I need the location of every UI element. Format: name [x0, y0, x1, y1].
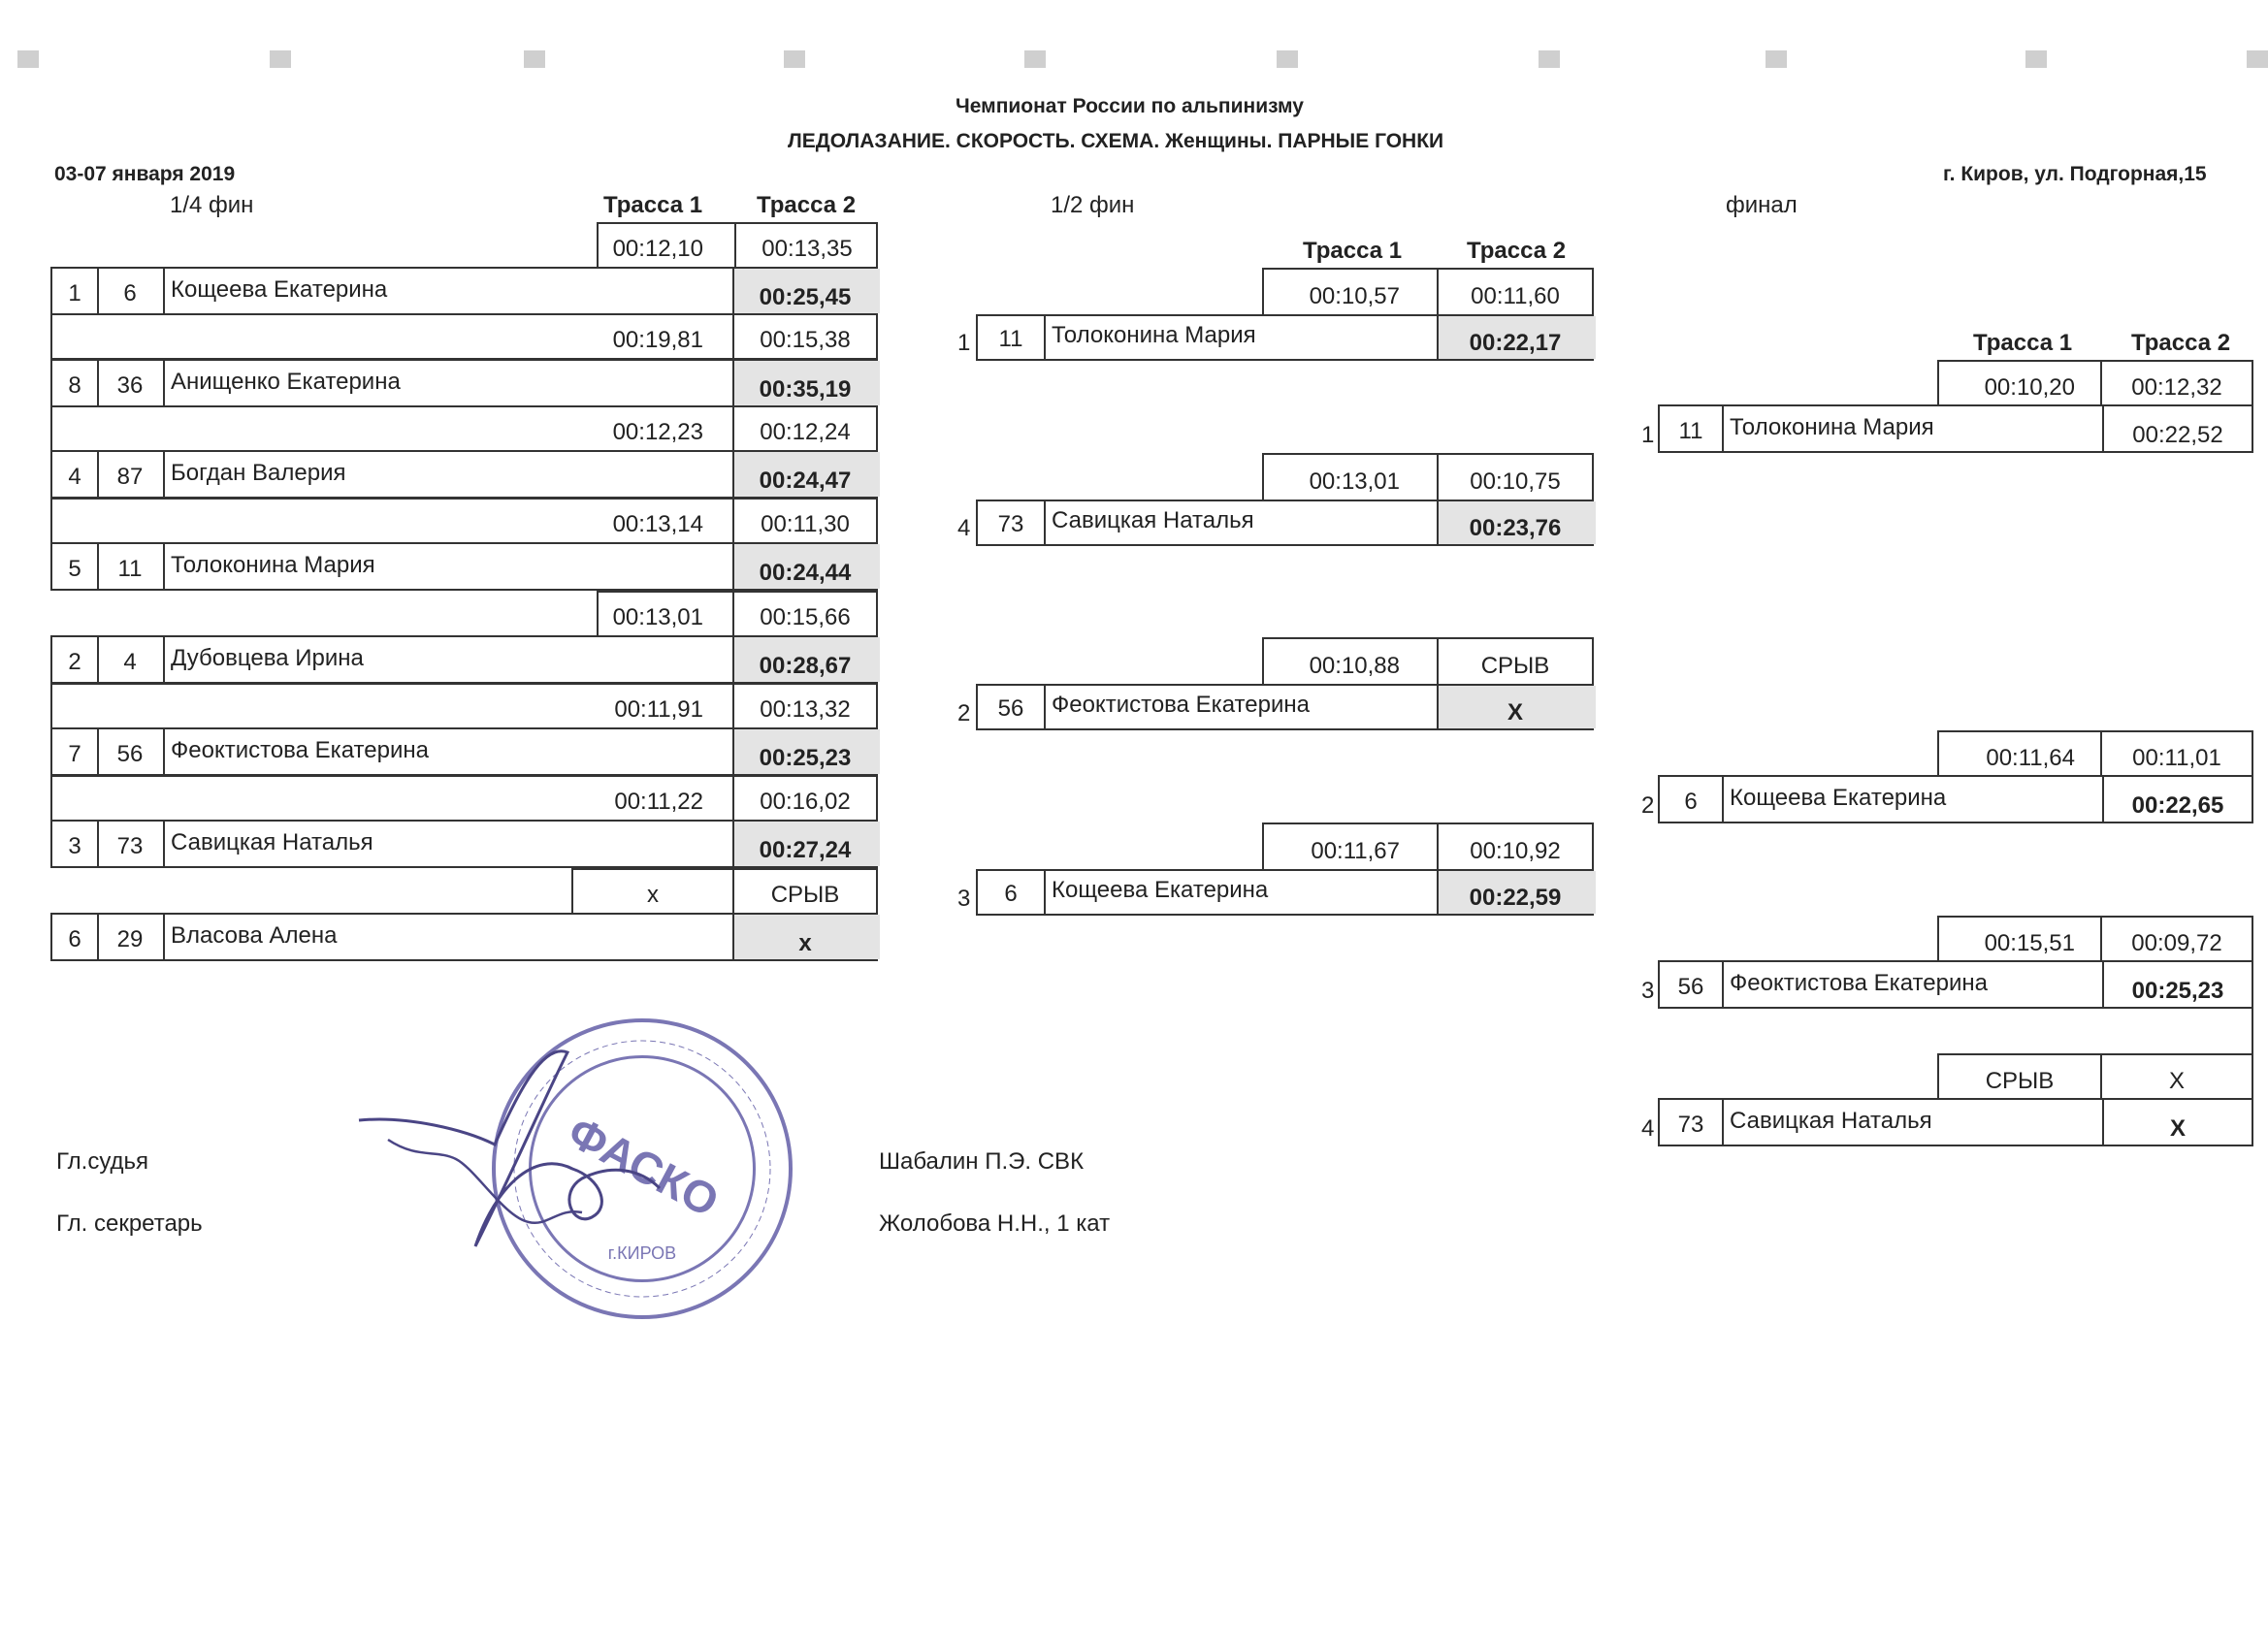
quarter-time-box: [50, 405, 878, 452]
semi-athlete-row: [976, 684, 1594, 730]
final-place: 1: [1641, 422, 1655, 448]
final-athlete-row: [1658, 1098, 2253, 1146]
final-place: 4: [1641, 1115, 1655, 1142]
semi-label: 1/2 фин: [1051, 192, 1135, 218]
divider: [163, 544, 165, 589]
total-time: 00:28,67: [759, 653, 852, 679]
bib-number: 6: [1684, 789, 1698, 815]
bib-number: 87: [116, 464, 144, 490]
track1-time: 00:13,01: [1309, 468, 1400, 495]
divider: [1044, 686, 1046, 728]
semi-place: 2: [957, 700, 971, 726]
track1-time: 00:11,91: [614, 696, 703, 723]
track1-time: 00:11,64: [1986, 745, 2075, 771]
track1-time: 00:12,10: [612, 236, 703, 262]
total-time: X: [2169, 1115, 2186, 1142]
doc-location: г. Киров, ул. Подгорная,15: [1943, 163, 2207, 185]
semi-athlete-row: [976, 314, 1594, 361]
athlete-name: Кощеева Екатерина: [171, 276, 388, 303]
athlete-name: Власова Алена: [171, 922, 338, 949]
divider: [1722, 777, 1724, 822]
total-time: 00:24,44: [759, 560, 852, 586]
scan-mark: [2025, 50, 2047, 68]
athlete-name: Толоконина Мария: [1730, 414, 1934, 440]
track1-time: 00:10,20: [1984, 374, 2075, 401]
divider: [163, 729, 165, 774]
quarter-time-box: [50, 313, 878, 360]
track1-time: 00:15,51: [1984, 930, 2075, 956]
quarter-athlete-row: [50, 727, 878, 776]
track2-time: 00:12,32: [2131, 374, 2222, 401]
track1-time: 00:11,22: [614, 789, 703, 815]
judge-label: Гл.судья: [56, 1148, 149, 1175]
final-time-box: [1937, 916, 2253, 962]
svg-text:г.КИРОВ: г.КИРОВ: [607, 1243, 677, 1263]
quarter-time-box: [50, 775, 878, 822]
track2-time: 00:12,24: [760, 419, 851, 445]
total-time: 00:22,59: [1469, 885, 1562, 911]
semi-time-box: [1262, 453, 1594, 501]
track2-time: 00:11,01: [2132, 745, 2221, 771]
scan-mark: [1539, 50, 1560, 68]
athlete-name: Богдан Валерия: [171, 460, 346, 486]
total-time: 00:35,19: [759, 376, 852, 403]
total-time: 00:22,17: [1469, 330, 1562, 356]
total-time: 00:25,23: [2131, 978, 2224, 1004]
semi-place: 4: [957, 515, 971, 541]
divider: [163, 822, 165, 866]
total-time: x: [798, 930, 812, 956]
semi-time-box: [1262, 822, 1594, 871]
athlete-name: Феоктистова Екатерина: [1052, 692, 1310, 718]
divider: [1044, 316, 1046, 359]
divider: [1044, 501, 1046, 544]
track2-time: 00:11,30: [761, 511, 850, 537]
final-track2-header: Трасса 2: [2131, 330, 2231, 356]
semi-athlete-row: [976, 500, 1594, 546]
svg-text:ФАСКО: ФАСКО: [560, 1106, 728, 1227]
quarter-athlete-row: [50, 450, 878, 499]
track2-time: 00:13,35: [761, 236, 853, 262]
scan-mark: [524, 50, 545, 68]
scan-mark: [17, 50, 39, 68]
track1-time: 00:10,57: [1309, 283, 1400, 309]
divider: [163, 361, 165, 405]
bib-number: 56: [116, 741, 144, 767]
total-time: 00:23,76: [1469, 515, 1562, 541]
bib-number: 56: [997, 695, 1024, 722]
semi-time-box: [1262, 637, 1594, 686]
quarter-time-box: [571, 868, 878, 915]
scan-mark: [2247, 50, 2268, 68]
seed-number: 8: [68, 372, 81, 399]
seed-number: 1: [68, 280, 81, 306]
final-athlete-row: [1658, 404, 2253, 453]
judge-name: Шабалин П.Э. СВК: [879, 1148, 1085, 1175]
track2-time: СРЫВ: [770, 882, 840, 908]
doc-title: Чемпионат России по альпинизму: [956, 95, 1304, 117]
bib-number: 11: [998, 326, 1023, 352]
total-time: 00:24,47: [759, 468, 852, 494]
track1-time: 00:10,88: [1309, 653, 1400, 679]
divider: [163, 452, 165, 497]
track1-time: 00:19,81: [612, 327, 703, 353]
quarter-athlete-row: [50, 542, 878, 591]
quarter-time-box: [597, 591, 878, 637]
divider: [163, 915, 165, 959]
quarter-track2-header: Трасса 2: [757, 192, 857, 218]
quarter-athlete-row: [50, 267, 878, 315]
quarter-athlete-row: [50, 359, 878, 407]
total-time: 00:22,52: [2132, 422, 2223, 448]
final-time-box: [1937, 1053, 2253, 1100]
secretary-name: Жолобова Н.Н., 1 кат: [879, 1210, 1111, 1237]
athlete-name: Феоктистова Екатерина: [1730, 970, 1988, 996]
bib-number: 36: [116, 372, 144, 399]
scan-mark: [270, 50, 291, 68]
semi-place: 1: [957, 330, 971, 356]
bib-number: 11: [1678, 418, 1703, 444]
track1-time: СРЫВ: [1985, 1068, 2055, 1094]
doc-date: 03-07 января 2019: [54, 163, 236, 185]
quarter-track1-header: Трасса 1: [603, 192, 703, 218]
seed-number: 4: [68, 464, 81, 490]
bib-number: 73: [997, 511, 1024, 537]
semi-track2-header: Трасса 2: [1467, 238, 1567, 264]
final-place: 2: [1641, 792, 1655, 819]
athlete-name: Анищенко Екатерина: [171, 369, 401, 395]
semi-track1-header: Трасса 1: [1303, 238, 1403, 264]
bib-number: 73: [1677, 1112, 1704, 1138]
track2-time: 00:09,72: [2131, 930, 2222, 956]
final-time-box: [1937, 360, 2253, 406]
quarter-time-box: [50, 683, 878, 729]
divider: [1722, 406, 1724, 451]
divider: [163, 637, 165, 682]
total-time: X: [1507, 699, 1523, 726]
doc-subtitle: ЛЕДОЛАЗАНИЕ. СКОРОСТЬ. СХЕМА. Женщины. ПАРНЫЕ ГОНКИ: [788, 130, 1444, 152]
track2-time: 00:15,66: [760, 604, 851, 630]
track2-time: 00:13,32: [760, 696, 851, 723]
divider: [1044, 871, 1046, 914]
track1-time: 00:12,23: [612, 419, 703, 445]
scan-mark: [784, 50, 805, 68]
quarter-label: 1/4 фин: [170, 192, 254, 218]
athlete-name: Толоконина Мария: [171, 552, 375, 578]
track1-time: 00:13,01: [612, 604, 703, 630]
final-athlete-row: [1658, 775, 2253, 823]
athlete-name: Савицкая Наталья: [171, 829, 373, 855]
secretary-label: Гл. секретарь: [56, 1210, 203, 1237]
athlete-name: Толоконина Мария: [1052, 322, 1256, 348]
semi-time-box: [1262, 268, 1594, 316]
seed-number: 6: [68, 926, 81, 952]
track1-time: x: [647, 882, 659, 908]
total-time: 00:25,45: [759, 284, 852, 310]
divider: [163, 269, 165, 313]
scan-mark: [1277, 50, 1298, 68]
athlete-name: Савицкая Наталья: [1052, 507, 1254, 533]
scan-mark: [1766, 50, 1787, 68]
seed-number: 3: [68, 833, 81, 859]
bib-number: 6: [123, 280, 137, 306]
quarter-athlete-row: [50, 820, 878, 868]
final-place: 3: [1641, 978, 1655, 1004]
total-time: 00:27,24: [759, 837, 852, 863]
final-track1-header: Трасса 1: [1973, 330, 2073, 356]
athlete-name: Кощеева Екатерина: [1052, 877, 1269, 903]
track2-time: X: [2168, 1068, 2185, 1094]
semi-place: 3: [957, 886, 971, 912]
seed-number: 7: [68, 741, 81, 767]
bib-number: 6: [1004, 881, 1018, 907]
bib-number: 11: [117, 556, 143, 582]
scan-mark: [1024, 50, 1046, 68]
quarter-athlete-row: [50, 913, 878, 961]
seed-number: 5: [68, 556, 81, 582]
seed-number: 2: [68, 649, 81, 675]
bib-number: 4: [123, 649, 137, 675]
bracket-connector: [2252, 1007, 2253, 1053]
athlete-name: Кощеева Екатерина: [1730, 785, 1947, 811]
quarter-athlete-row: [50, 635, 878, 684]
final-athlete-row: [1658, 960, 2253, 1009]
total-time: 00:25,23: [759, 745, 852, 771]
bib-number: 56: [1677, 974, 1704, 1000]
track2-time: 00:16,02: [760, 789, 851, 815]
bib-number: 29: [116, 926, 144, 952]
track2-time: 00:11,60: [1471, 283, 1560, 309]
track2-time: 00:15,38: [760, 327, 851, 353]
final-label: финал: [1726, 192, 1798, 218]
track1-time: 00:13,14: [612, 511, 703, 537]
track2-time: 00:10,92: [1470, 838, 1561, 864]
quarter-time-box: [50, 498, 878, 544]
total-time: 00:22,65: [2131, 792, 2224, 819]
divider: [1722, 962, 1724, 1007]
track2-time: 00:10,75: [1470, 468, 1561, 495]
divider: [1722, 1100, 1724, 1145]
bib-number: 73: [116, 833, 144, 859]
final-time-box: [1937, 730, 2253, 777]
signature: [349, 1023, 669, 1275]
quarter-time-box: [597, 222, 878, 269]
semi-athlete-row: [976, 869, 1594, 916]
track1-time: 00:11,67: [1311, 838, 1400, 864]
athlete-name: Феоктистова Екатерина: [171, 737, 429, 763]
athlete-name: Савицкая Наталья: [1730, 1108, 1932, 1134]
athlete-name: Дубовцева Ирина: [171, 645, 364, 671]
track2-time: СРЫВ: [1480, 653, 1550, 679]
